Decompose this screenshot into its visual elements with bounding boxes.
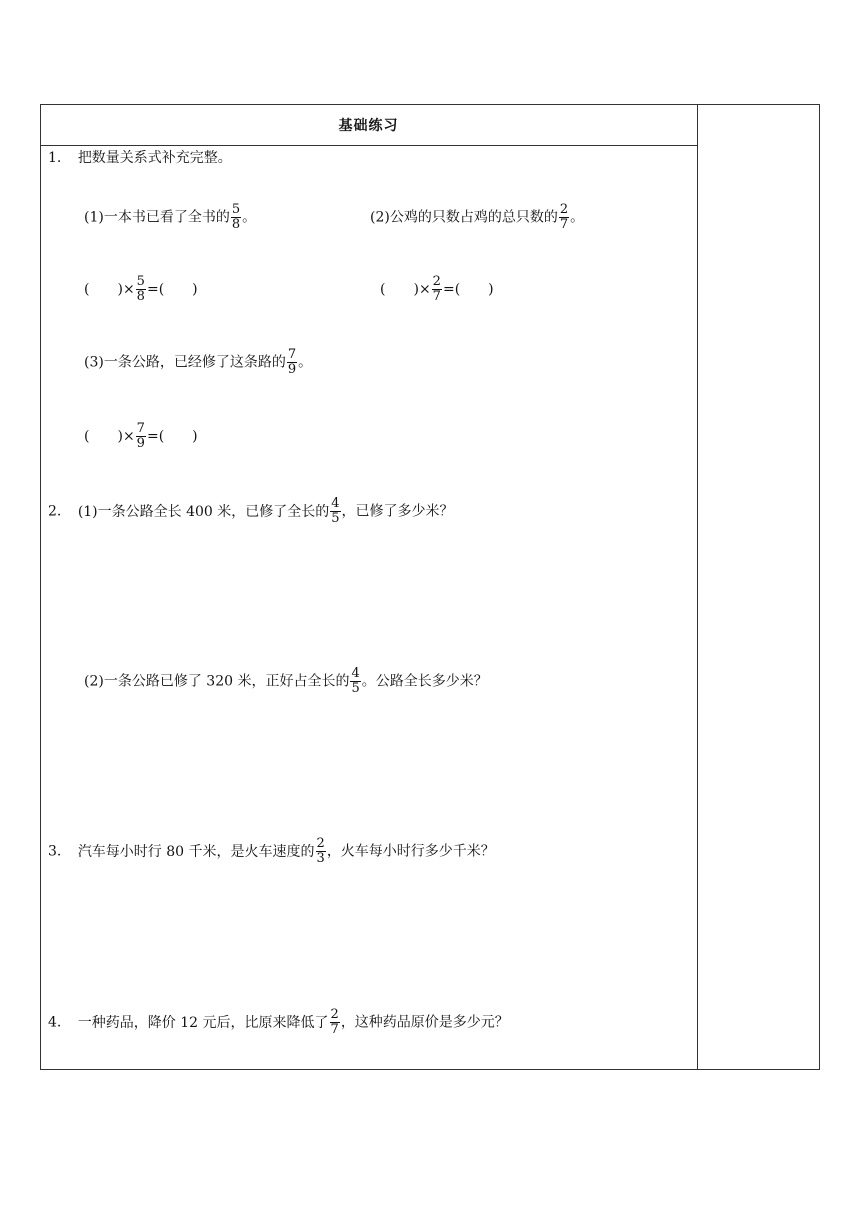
equals-sign: = [146, 428, 159, 445]
fraction [287, 348, 297, 377]
question-1 [48, 148, 232, 168]
q2-part-1-pre: (1)一条公路全长 400 米，已修了全长的 [77, 503, 330, 520]
q1-part-3 [84, 348, 312, 377]
q2-part-2-pre: (2)一条公路已修了 320 米，正好占全长的 [84, 673, 350, 690]
numerator: 2 [330, 1007, 339, 1022]
denominator: 5 [351, 681, 360, 696]
question-text-post: ，火车每小时行多少千米？ [326, 843, 495, 860]
question-number: 2. [48, 503, 62, 520]
part-end: 。 [570, 209, 585, 226]
numerator: 7 [287, 347, 297, 362]
fraction [316, 837, 326, 866]
numerator: 2 [559, 202, 569, 217]
numerator: 4 [331, 496, 340, 511]
question-text-post: ，这种药品原价是多少元？ [340, 1014, 509, 1031]
fraction [330, 497, 340, 526]
q2-part-2 [84, 667, 488, 696]
times-sign: × [418, 281, 431, 298]
q1-equation-1 [84, 275, 198, 304]
q1-equation-3 [84, 422, 198, 451]
paren-open: ( [380, 281, 386, 298]
paren-close: ) [192, 281, 198, 298]
denominator: 8 [231, 217, 241, 232]
denominator: 3 [316, 851, 325, 866]
q1-part-2 [370, 203, 584, 232]
paren-close: ) [413, 281, 419, 298]
numerator: 4 [351, 666, 360, 681]
denominator: 9 [136, 436, 145, 451]
denominator: 7 [559, 217, 569, 232]
paren-open: ( [84, 281, 90, 298]
fraction [559, 203, 569, 232]
paren-close: ) [117, 428, 123, 445]
question-4 [48, 1008, 509, 1037]
question-number: 1. [48, 150, 62, 166]
question-text-pre: 一种药品，降价 12 元后，比原来降低了 [77, 1014, 329, 1031]
question-text-pre: 汽车每小时行 80 千米，是火车速度的 [77, 843, 315, 860]
times-sign: × [122, 428, 135, 445]
denominator: 7 [432, 289, 441, 304]
part-label: (3)一条公路，已经修了这条路的 [84, 354, 286, 371]
question-number: 4. [48, 1014, 62, 1031]
header-divider [40, 145, 697, 146]
paren-open: ( [454, 281, 461, 298]
denominator: 9 [287, 362, 297, 377]
denominator: 7 [330, 1022, 339, 1037]
part-label: (1)一本书已看了全书的 [84, 209, 230, 226]
fraction [432, 275, 442, 304]
fraction [136, 275, 146, 304]
numerator: 2 [432, 274, 441, 289]
paren-close: ) [488, 281, 494, 298]
q1-equation-2 [380, 275, 494, 304]
paren-close: ) [117, 281, 123, 298]
fraction [136, 422, 146, 451]
denominator: 5 [331, 511, 340, 526]
fraction [330, 1008, 340, 1037]
times-sign: × [122, 281, 135, 298]
worksheet-table [40, 104, 820, 1070]
equals-sign: = [442, 281, 455, 298]
question-text: 把数量关系式补充完整。 [77, 150, 232, 166]
numerator: 7 [136, 421, 145, 436]
denominator: 8 [136, 289, 145, 304]
numerator: 2 [316, 836, 325, 851]
part-end: 。 [242, 209, 257, 226]
paren-open: ( [158, 281, 165, 298]
equals-sign: = [146, 281, 159, 298]
paren-open: ( [158, 428, 165, 445]
numerator: 5 [136, 274, 145, 289]
q2-part-2-post: 。公路全长多少米？ [361, 673, 488, 690]
fraction [350, 667, 360, 696]
paren-open: ( [84, 428, 90, 445]
question-2 [48, 497, 454, 526]
numerator: 5 [231, 202, 241, 217]
q2-part-1-post: ，已修了多少米？ [341, 503, 454, 520]
column-divider [697, 104, 698, 1070]
q1-part-1 [84, 203, 256, 232]
section-title: 基础练习 [338, 117, 399, 134]
part-label: (2)公鸡的只数占鸡的总只数的 [370, 209, 558, 226]
question-number: 3. [48, 843, 62, 860]
fraction [231, 203, 241, 232]
question-3 [48, 837, 495, 866]
part-end: 。 [298, 354, 313, 371]
paren-close: ) [192, 428, 198, 445]
